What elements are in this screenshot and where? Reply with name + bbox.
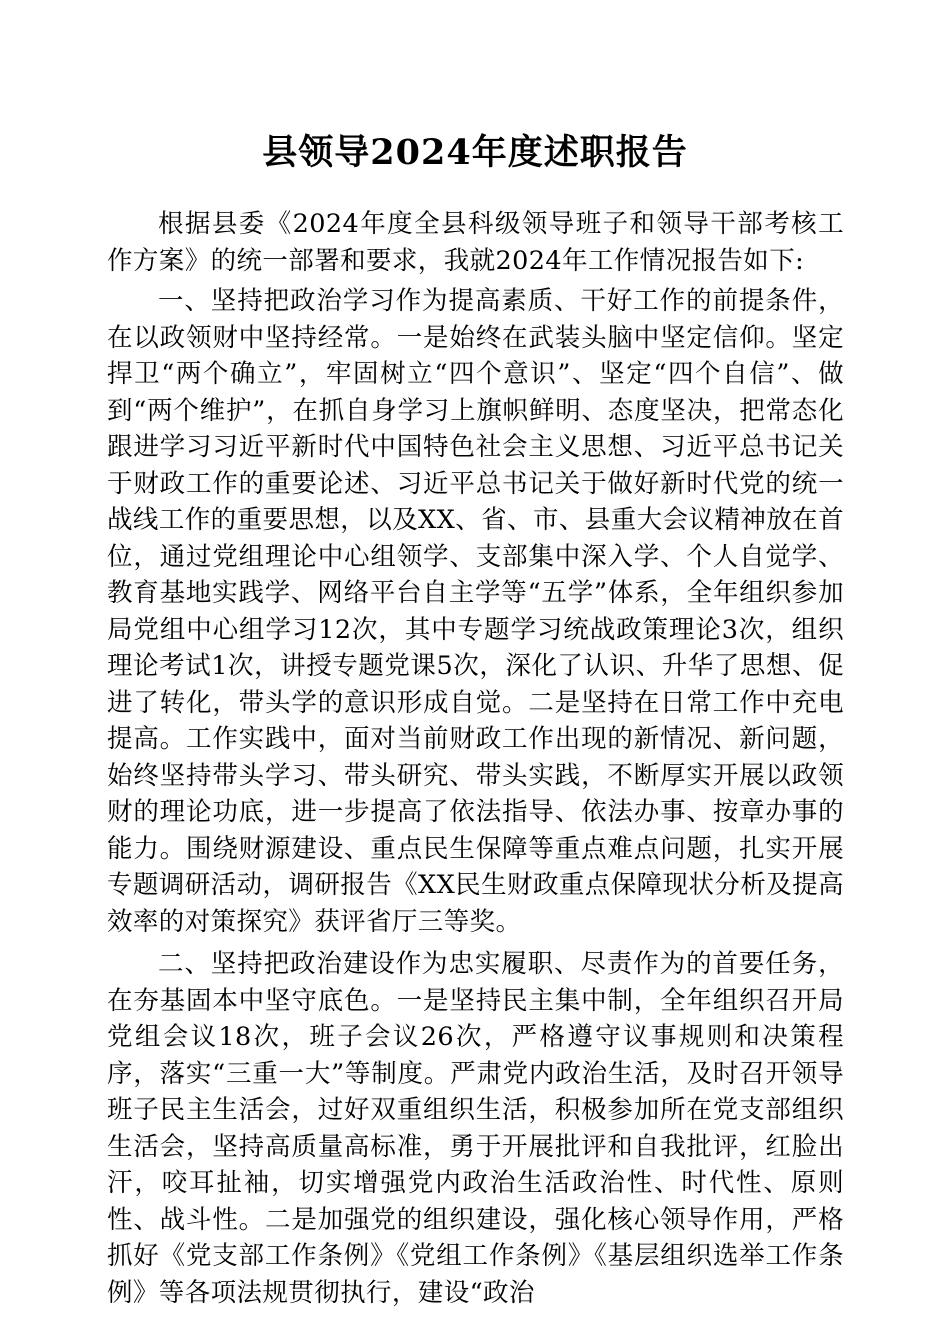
- paragraph-section-2: 二、坚持把政治建设作为忠实履职、尽责作为的首要任务，在夯基固本中坚守底色。一是坚持民主集中制，全年组织召开局党组会议18次，班子会议26次，严格遵守议事规则和决策程序，落实“三重一大”等制度。严肃党内政治生活，及时召开领导班子民主生活会，过好双重组织生活，积极参加所在党支部组织生活会，坚持高质量高标准，勇于开展批评和自我批评，红脸出汗，咬耳扯袖，切实增强党内政治生活政治性、时代性、原则性、战斗性。二是加强党的组织建设，强化核心领导作用，严格抓好《党支部工作条例》《党组工作条例》《基层组织选举工作条例》等各项法规贯彻执行，建设“政治: [107, 949, 844, 1308]
- paragraph-intro: 根据县委《2024年度全县科级领导班子和领导干部考核工作方案》的统一部署和要求，我就2024年工作情况报告如下:: [107, 209, 844, 276]
- document-body: [107, 206, 844, 1311]
- document-title: 县领导2024年度述职报告: [262, 132, 688, 173]
- paragraph-section-1: 一、坚持把政治学习作为提高素质、干好工作的前提条件，在以政领财中坚持经常。一是始终在武装头脑中坚定信仰。坚定捍卫“两个确立”，牢固树立“四个意识”、坚定“四个自信”、做到“两个维护”，在抓自身学习上旗帜鲜明、态度坚决，把常态化跟进学习习近平新时代中国特色社会主义思想、习近平总书记关于财政工作的重要论述、习近平总书记关于做好新时代党的统一战线工作的重要思想，以及XX、省、市、县重大会议精神放在首位，通过党组理论中心组领学、支部集中深入学、个人自觉学、教育基地实践学、网络平台自主学等“五学”体系，全年组织参加局党组中心组学习12次，其中专题学习统战政策理论3次，组织理论考试1次，讲授专题党课5次，深化了认识、升华了思想、促进了转化，带头学的意识形成自觉。二是坚持在日常工作中充电提高。工作实践中，面对当前财政工作出现的新情况、新问题，始终坚持带头学习、带头研究、带头实践，不断厚实开展以政领财的理论功底，进一步提高了依法指导、依法办事、按章办事的能力。围绕财源建设、重点民生保障等重点难点问题，扎实开展专题调研活动，调研报告《XX民生财政重点保障现状分析及提高效率的对策探究》获评省厅三等奖。: [107, 286, 844, 937]
